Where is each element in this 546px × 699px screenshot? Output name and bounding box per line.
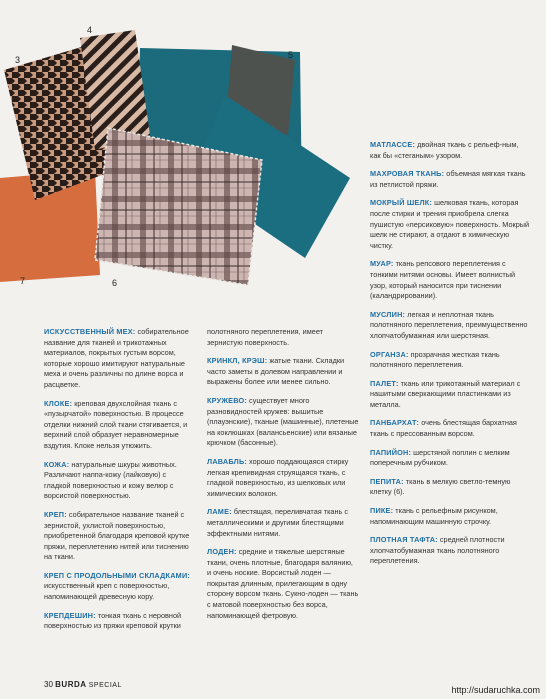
glossary-term: МАТЛАССЕ: (370, 140, 416, 149)
glossary-definition: креповая двухслойная ткань с «пузырчатой» поверхностью. В процессе отделки нижний слой ткани стягивается, и верхний слой образует неравномерные вздутия. Клоке нельзя утюжить. (44, 398, 188, 450)
glossary-term: МОКРЫЙ ШЕЛК: (370, 198, 433, 208)
magazine-brand: BURDA (55, 680, 87, 689)
magazine-edition: SPECIAL (88, 682, 122, 689)
glossary-definition: двойная ткань с рельеф-ным, как бы «стеганым» узором. (370, 140, 519, 160)
glossary-term: МУАР: (370, 259, 394, 269)
glossary-entry (44, 460, 194, 502)
glossary-definition: объемная мягкая ткань из петлистой пряжи. (370, 169, 526, 189)
glossary-column-left (44, 327, 194, 640)
glossary-term: КРЕП С ПРОДОЛЬНЫМИ СКЛАДКАМИ: (44, 570, 191, 580)
glossary-term: КЛОКЕ: (44, 398, 73, 408)
glossary-definition: хорошо поддающаяся стирку легкая крепивидная струящаяся ткань, с гладкой поверхностью, из шелковых или химических волокон. (207, 456, 349, 498)
glossary-definition: легкая и неплотная ткань полотняного переплетения, преимущественно хлопчатобумажная или шерстяная. (370, 309, 528, 340)
glossary-entry (370, 259, 530, 301)
glossary-entry (44, 327, 194, 391)
glossary-term: КРЕП: (44, 509, 67, 519)
glossary-entry (370, 535, 530, 567)
glossary-definition: существует много разновидностей кружев: вышитые (плауэнские), тканые (машинные), плетеные на коклюшках (валансьенские) или вязаные крючком (басонные). (207, 395, 359, 448)
glossary-entry (370, 418, 530, 439)
swatch-label-3: 3 (15, 55, 21, 65)
glossary-entry (207, 457, 359, 499)
glossary-entry (370, 350, 530, 371)
glossary-term: КРУЖЕВО: (207, 395, 248, 405)
glossary-term: КРИНКЛ, КРЭШ: (207, 356, 268, 366)
fabric-swatches-illustration (0, 0, 360, 300)
glossary-definition: ткань в мелкую светло-темную клетку (6). (370, 476, 511, 497)
fabric-swatches-photo (0, 0, 360, 300)
glossary-definition: собирательное название тканей с зернистой, ухлистой поверхностью, приобретенной благодаря креповой крутке пряжи, переплетению нитей или тиснению на ткани. (44, 509, 190, 562)
glossary-term: КОЖА: (44, 459, 70, 469)
glossary-entry (370, 448, 530, 469)
glossary-term: МАХРОВАЯ ТКАНЬ: (370, 169, 445, 179)
glossary-definition: очень блестящая бархатная ткань с прессованным ворсом. (370, 418, 517, 439)
glossary-definition: шерстяной поплин с мелким поперечным рубчиком. (370, 447, 510, 468)
glossary-entry (44, 510, 194, 563)
glossary-definition: натуральные шкуры животных. Различают наппа-кожу (лайковую) с гладкой поверхностью и кожу велюр с ворсистой поверхностью. (44, 459, 177, 501)
glossary-definition: ткань репсового переплетения с тонкими нитями основы. Имеет волнистый узор, который наносится при тиснении (каландрировании). (370, 259, 516, 301)
glossary-term: ПАНБАРХАТ: (370, 418, 420, 428)
watermark-url: http://sudaruchka.com (451, 685, 540, 695)
glossary-term: МУСЛИН: (370, 309, 406, 319)
glossary-term: ОРГАНЗА: (370, 349, 409, 359)
glossary-definition: ткань с рельефным рисунком, напоминающим машинную строчку. (370, 506, 498, 526)
glossary-entry (207, 356, 359, 388)
glossary-term: ПАПИЙОН: (370, 447, 412, 457)
glossary-term: ИСКУССТВЕННЫЙ МЕХ: (44, 327, 136, 336)
glossary-entry (207, 327, 359, 348)
swatch-label-6: 6 (112, 278, 118, 288)
page-number: 30 (44, 680, 53, 689)
glossary-term: ЛОДЕН: (207, 547, 237, 557)
glossary-entry (370, 506, 530, 527)
glossary-entry (370, 477, 530, 498)
glossary-definition: полотняного переплетения, имеет зернистую поверхность. (207, 327, 323, 347)
glossary-term: ПАЛЕТ: (370, 378, 399, 388)
glossary-column-right (370, 140, 530, 575)
glossary-entry (370, 379, 530, 411)
glossary-entry (207, 507, 359, 539)
glossary-term: ПИКЕ: (370, 506, 394, 516)
glossary-definition: шелковая ткань, которая после стирки и трения приобрела слегка пушистую «персиковую» поверхность. Мокрый шелк не стирают, а отдают в химическую чистку. (370, 198, 530, 250)
glossary-definition: жатые ткани. Складки часто заметы в долевом направлении и выражены более или менее сильно. (207, 356, 345, 387)
swatch-label-7: 7 (20, 276, 26, 286)
glossary-definition: собирательное название для тканей и трикотажных материалов, покрытых густым ворсом, которые хорошо имитируют натуральные меха и очень различны по длине ворса и расцветке. (44, 327, 189, 389)
glossary-entry (370, 169, 530, 190)
glossary-definition: средней плотности хлопчатобумажная ткань полотняного переплетения. (370, 535, 505, 566)
glossary-entry (44, 571, 194, 603)
glossary-entry (44, 399, 194, 452)
glossary-term: ЛАМЕ: (207, 507, 232, 517)
glossary-definition: средние и тяжелые шерстяные ткани, очень плотные, благодаря валянию, и очень ноские. Ворсистый лоден — покрытая длинным, прилегающим в одну сторону ворсом ткань. Сукно-лоден — ткань с матовой поверхностью без ворса, напоминающей фетровую. (207, 547, 359, 620)
page-footer (44, 680, 122, 689)
glossary-term: ЛАВАБЛЬ: (207, 456, 248, 466)
glossary-entry (370, 198, 530, 251)
glossary-term: КРЕПДЕШИН: (44, 610, 96, 620)
glossary-term: ПЕПИТА: (370, 476, 404, 486)
glossary-definition: искусственный креп с поверхностью, напоминающей древесную кору. (44, 581, 170, 602)
glossary-term: ПЛОТНАЯ ТАФТА: (370, 535, 438, 545)
glossary-entry (370, 310, 530, 342)
glossary-definition: блестящая, переливчатая ткань с металлическими и другими блестящими эффектными нитями. (207, 507, 348, 538)
glossary-column-middle (207, 327, 359, 629)
glossary-definition: ткань или трикотажный материал с нашитыми сверкающими пластинками из металла. (370, 378, 521, 409)
glossary-entry (44, 611, 194, 632)
glossary-entry (370, 140, 530, 161)
glossary-entry (207, 396, 359, 449)
glossary-definition: прозрачная жесткая ткань полотняного переплетения. (370, 349, 500, 370)
glossary-entry (207, 547, 359, 621)
swatch-label-4: 4 (87, 25, 93, 35)
swatch-label-5: 5 (288, 50, 294, 60)
glossary-definition: тонкая ткань с неровной поверхностью из пряжи креповой крутки (44, 610, 182, 631)
